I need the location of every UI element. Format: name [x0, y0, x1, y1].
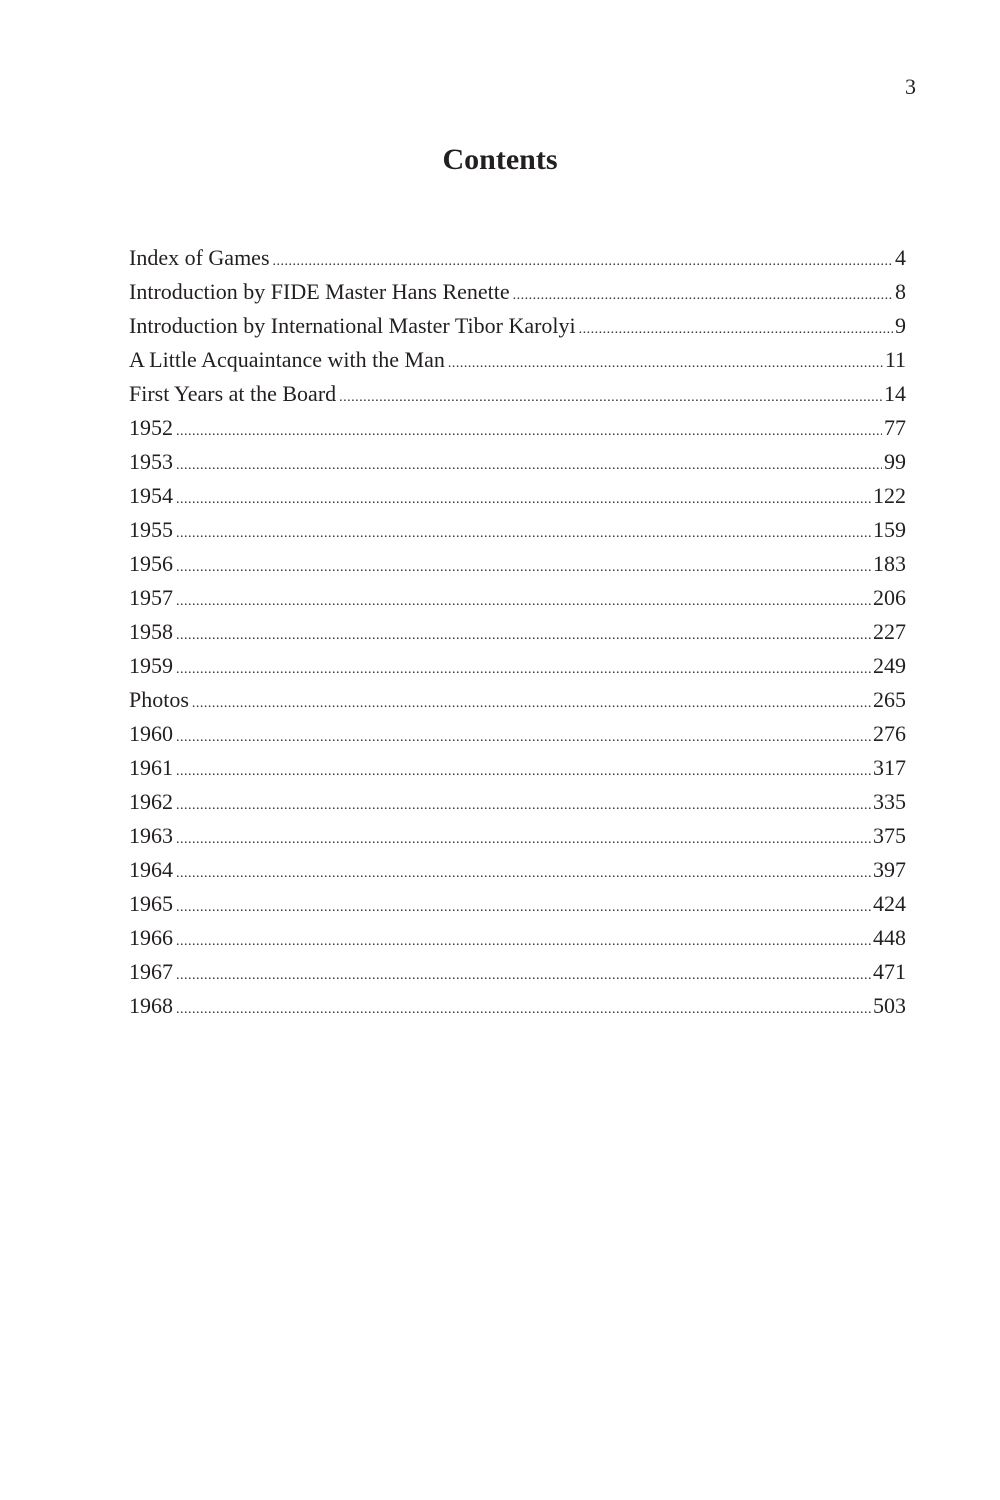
- dot-leader: [579, 313, 893, 347]
- toc-entry-page-number: 227: [873, 619, 906, 644]
- dot-leader: [176, 891, 871, 925]
- toc-entry-page-number: 276: [873, 721, 906, 746]
- toc-entry-label: 1962: [129, 789, 173, 814]
- toc-entry-page-number: 397: [873, 857, 906, 882]
- table-of-contents: [129, 241, 906, 1023]
- toc-entry-label: 1959: [129, 653, 173, 678]
- toc-entry-label: Index of Games: [129, 245, 270, 270]
- toc-entry-label: 1956: [129, 551, 173, 576]
- toc-entry-page-number: 448: [873, 925, 906, 950]
- dot-leader: [176, 415, 882, 449]
- dot-leader: [176, 551, 871, 585]
- toc-entry-page-number: 183: [873, 551, 906, 576]
- toc-entry[interactable]: [129, 241, 906, 275]
- page-title: Contents: [442, 143, 558, 176]
- toc-entry[interactable]: [129, 717, 906, 751]
- toc-entry[interactable]: [129, 649, 906, 683]
- dot-leader: [176, 993, 871, 1027]
- toc-entry-page-number: 14: [884, 381, 906, 406]
- dot-leader: [176, 483, 871, 517]
- toc-entry[interactable]: [129, 581, 906, 615]
- toc-entry-page-number: 122: [873, 483, 906, 508]
- toc-entry[interactable]: [129, 445, 906, 479]
- toc-entry-page-number: 375: [873, 823, 906, 848]
- toc-entry-page-number: 335: [873, 789, 906, 814]
- toc-entry[interactable]: [129, 819, 906, 853]
- dot-leader: [339, 381, 882, 415]
- toc-entry-page-number: 317: [873, 755, 906, 780]
- toc-entry-label: 1963: [129, 823, 173, 848]
- toc-entry-label: 1954: [129, 483, 173, 508]
- toc-entry-label: 1957: [129, 585, 173, 610]
- toc-entry-label: Photos: [129, 687, 189, 712]
- toc-entry-page-number: 265: [873, 687, 906, 712]
- toc-entry[interactable]: [129, 853, 906, 887]
- toc-entry-page-number: 159: [873, 517, 906, 542]
- toc-entry[interactable]: [129, 513, 906, 547]
- toc-entry-page-number: 471: [873, 959, 906, 984]
- dot-leader: [176, 619, 871, 653]
- toc-entry-label: 1953: [129, 449, 173, 474]
- toc-entry-label: 1952: [129, 415, 173, 440]
- toc-entry-page-number: 503: [873, 993, 906, 1018]
- toc-entry[interactable]: [129, 309, 906, 343]
- dot-leader: [176, 789, 871, 823]
- toc-entry-label: A Little Acquaintance with the Man: [129, 347, 445, 372]
- dot-leader: [176, 823, 871, 857]
- toc-entry-page-number: 11: [884, 347, 906, 372]
- toc-entry[interactable]: [129, 547, 906, 581]
- toc-entry-label: First Years at the Board: [129, 381, 337, 406]
- toc-entry-label: 1958: [129, 619, 173, 644]
- toc-entry[interactable]: [129, 751, 906, 785]
- toc-entry-page-number: 4: [895, 245, 906, 270]
- dot-leader: [176, 721, 871, 755]
- toc-entry-label: Introduction by International Master Tibor Karolyi: [129, 313, 576, 338]
- toc-entry[interactable]: [129, 343, 906, 377]
- toc-entry-page-number: 77: [884, 415, 906, 440]
- dot-leader: [176, 585, 871, 619]
- dot-leader: [176, 449, 882, 483]
- toc-entry[interactable]: [129, 411, 906, 445]
- toc-entry[interactable]: [129, 615, 906, 649]
- dot-leader: [176, 857, 871, 891]
- dot-leader: [176, 959, 871, 993]
- toc-entry-page-number: 99: [884, 449, 906, 474]
- toc-entry[interactable]: [129, 683, 906, 717]
- toc-entry[interactable]: [129, 275, 906, 309]
- toc-entry-label: 1955: [129, 517, 173, 542]
- toc-entry-page-number: 206: [873, 585, 906, 610]
- toc-entry[interactable]: [129, 479, 906, 513]
- dot-leader: [176, 925, 871, 959]
- toc-entry-page-number: 249: [873, 653, 906, 678]
- dot-leader: [448, 347, 883, 381]
- toc-entry[interactable]: [129, 785, 906, 819]
- dot-leader: [513, 279, 893, 313]
- toc-entry-label: 1960: [129, 721, 173, 746]
- toc-entry-page-number: 424: [873, 891, 906, 916]
- dot-leader: [273, 245, 893, 279]
- page-number: 3: [905, 74, 916, 99]
- dot-leader: [176, 653, 871, 687]
- toc-entry-label: 1966: [129, 925, 173, 950]
- toc-entry-label: 1961: [129, 755, 173, 780]
- toc-entry[interactable]: [129, 921, 906, 955]
- dot-leader: [176, 517, 871, 551]
- toc-entry-label: 1964: [129, 857, 173, 882]
- toc-entry-page-number: 9: [895, 313, 906, 338]
- toc-entry-label: 1968: [129, 993, 173, 1018]
- toc-entry[interactable]: [129, 377, 906, 411]
- toc-entry-label: 1965: [129, 891, 173, 916]
- toc-entry-label: Introduction by FIDE Master Hans Renette: [129, 279, 510, 304]
- toc-entry[interactable]: [129, 887, 906, 921]
- toc-entry-page-number: 8: [895, 279, 906, 304]
- toc-entry[interactable]: [129, 989, 906, 1023]
- dot-leader: [176, 755, 871, 789]
- dot-leader: [192, 687, 871, 721]
- toc-entry-label: 1967: [129, 959, 173, 984]
- toc-entry[interactable]: [129, 955, 906, 989]
